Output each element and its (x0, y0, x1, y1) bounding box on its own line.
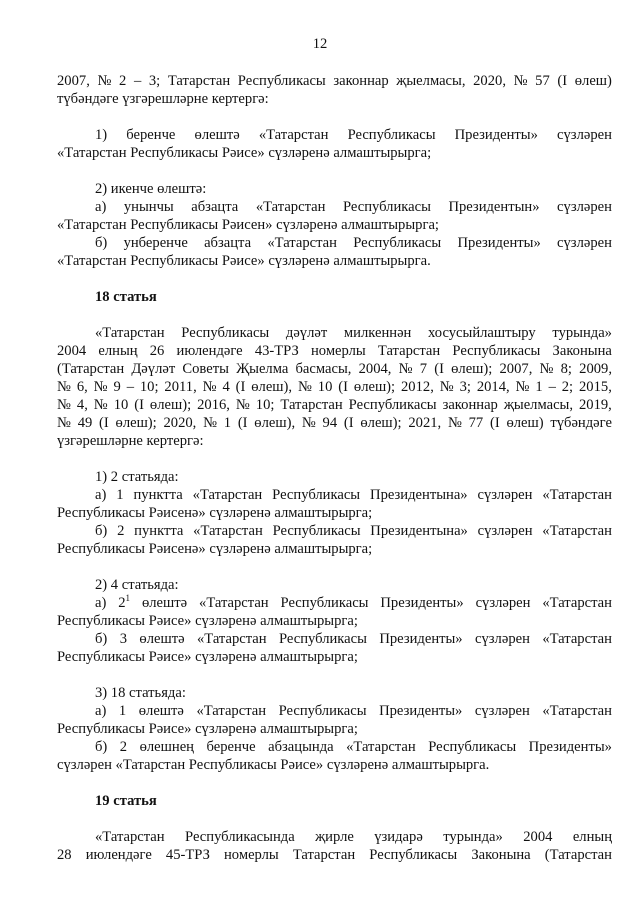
word: Республикасы (280, 595, 369, 611)
word: беренче (126, 127, 176, 143)
word: Республикасы (369, 847, 458, 863)
text-line: «Татарстан Республикасы Рәисен» сүзләренә алмаштырырга; (57, 217, 439, 233)
word: 2 (119, 73, 127, 89)
text-line: Республикасы Рәисенә» сүзләренә алмаштырырга; (57, 541, 373, 557)
word: № (515, 379, 530, 395)
word: сүзләрен (475, 631, 530, 647)
word: № (202, 379, 217, 395)
word: (Татарстан (544, 847, 612, 863)
word: 2020, (163, 415, 197, 431)
word: № (57, 415, 71, 431)
word: турында» (552, 325, 612, 341)
word: (Татарстан (57, 361, 125, 377)
word: – (126, 379, 134, 395)
word: Республикасында (185, 829, 295, 845)
word: (I (338, 379, 348, 395)
superscript: 1 (125, 593, 131, 604)
word: «Татарстан (542, 523, 612, 539)
word: беренче (206, 739, 256, 755)
word: 49 (77, 415, 93, 431)
word: 2019, (578, 397, 612, 413)
word: «Татарстан (95, 829, 165, 845)
word: унынчы (123, 199, 174, 215)
word: июлендәге (176, 343, 243, 359)
word: 4 (222, 379, 230, 395)
word: өлештә (141, 595, 188, 611)
word: Президентын» (448, 199, 540, 215)
word: 10 (113, 397, 129, 413)
word: елның (98, 343, 138, 359)
word: 28 (57, 847, 72, 863)
word: 2007, (499, 361, 533, 377)
word: Законына (552, 343, 612, 359)
article-heading: 18 статья (95, 289, 157, 305)
word: (I (235, 379, 246, 395)
word: милкеннән (343, 325, 412, 341)
word: «Татарстан (542, 487, 612, 503)
text-line (95, 702, 612, 720)
word: җыелмасы, (396, 73, 466, 89)
word: № (235, 397, 250, 413)
word: 10; (139, 379, 159, 395)
word: 2014, (476, 379, 510, 395)
word: «Татарстан (192, 487, 263, 503)
word: өлеш) (506, 415, 544, 431)
word: 8; (560, 361, 572, 377)
word: номерлы (224, 847, 279, 863)
word: 2011, (164, 379, 197, 395)
word: 10 (317, 379, 333, 395)
word: түбәндәге (550, 415, 612, 431)
word: пунктта (134, 523, 184, 539)
text-line: 1) 2 статьяда: (95, 469, 179, 485)
word: № (539, 361, 554, 377)
text-line (95, 126, 612, 144)
word: а) (95, 703, 107, 719)
word: 43-ТРЗ (254, 343, 299, 359)
text-line (95, 828, 612, 846)
text-line: Республикасы Рәисе» сүзләренә алмаштырырга; (57, 721, 358, 737)
word: а) (95, 487, 107, 503)
word: Республикасы (272, 523, 361, 539)
word: а) (95, 595, 107, 611)
word: Республикасы (237, 73, 326, 89)
text-line: Республикасы Рәисенә» сүзләренә алмаштырырга; (57, 505, 373, 521)
word: 1 (223, 415, 232, 431)
word: дәүләт (285, 325, 328, 341)
word: б) (95, 631, 108, 647)
word: № (301, 415, 316, 431)
text-line (95, 738, 612, 756)
text-line (57, 396, 612, 414)
text-line (95, 198, 612, 216)
word: Татарстан (167, 73, 231, 89)
word: № (57, 397, 71, 413)
word: өлеш); (360, 415, 402, 431)
word: 2009, (579, 361, 612, 377)
word: Президенты» (457, 235, 541, 251)
word: Президенты» (380, 595, 464, 611)
word: елның (572, 829, 612, 845)
word: б) (95, 523, 108, 539)
word: сүзләрен (475, 595, 531, 611)
word: «Татарстан (267, 235, 337, 251)
word: № (297, 379, 312, 395)
word: 2 (117, 523, 125, 539)
word: җыелмасы, (503, 397, 574, 413)
word: Дәүләт (131, 361, 176, 377)
word: № (203, 415, 218, 431)
text-line: 2) 4 статьяда: (95, 577, 179, 593)
word: җирле (315, 829, 354, 845)
word: 77 (468, 415, 484, 431)
word: Республикасы (452, 343, 541, 359)
word: (I (434, 361, 444, 377)
word: Республикасы (342, 199, 431, 215)
text-line: Республикасы Рәисе» сүзләренә алмаштырырга; (57, 613, 358, 629)
word: (I (134, 397, 144, 413)
word: Республикасы (181, 325, 270, 341)
word: 3; (459, 379, 471, 395)
word: Республикасы (347, 127, 436, 143)
word: Президенты» (379, 631, 463, 647)
word: абзацта (204, 235, 252, 251)
word: (I (343, 415, 354, 431)
word: Президентына» (370, 487, 468, 503)
word: – (133, 73, 142, 89)
word: № (93, 379, 108, 395)
word: сүзләрен (474, 703, 530, 719)
word: 2004 (523, 829, 553, 845)
word: № (447, 415, 462, 431)
page-number: 12 (312, 36, 328, 52)
word: Республикасы (278, 703, 367, 719)
word: «Татарстан (542, 631, 612, 647)
word: – (548, 379, 556, 395)
word: Советы (182, 361, 229, 377)
word: «Татарстан (193, 523, 263, 539)
word: сүзләрен (477, 487, 533, 503)
text-line (57, 846, 612, 864)
word: 10; (255, 397, 275, 413)
word: № (93, 397, 108, 413)
word: 2012, (401, 379, 434, 395)
word: «Татарстан (196, 703, 267, 719)
word: 2015, (579, 379, 612, 395)
word: өлеш); (451, 361, 493, 377)
text-line (95, 630, 612, 648)
word: № (57, 379, 71, 395)
word: июлендәге (85, 847, 152, 863)
word: 94 (322, 415, 338, 431)
word: «Татарстан (199, 595, 269, 611)
text-line (95, 594, 612, 612)
word: № (439, 379, 454, 395)
word: сүзләрен (557, 199, 612, 215)
text-line: 3) 18 статьяда: (95, 685, 186, 701)
word: 2 (119, 739, 128, 755)
word: законнар (442, 397, 498, 413)
word: «Татарстан (95, 325, 165, 341)
text-line: «Татарстан Республикасы Рәисе» сүзләренә алмаштырырга; (57, 145, 432, 161)
word: № (513, 73, 528, 89)
word: № (97, 73, 112, 89)
word: 57 (535, 73, 550, 89)
word: Республикасы (353, 235, 442, 251)
word: 6, (76, 379, 88, 395)
text-line (57, 342, 612, 360)
word: үзидарә (374, 829, 423, 845)
word: 1 (535, 379, 543, 395)
word: өлештә (138, 703, 184, 719)
text-line (95, 486, 612, 504)
word: абзацында (268, 739, 334, 755)
text-line (95, 234, 612, 252)
word: 3; (148, 73, 161, 89)
word: сүзләрен (557, 235, 612, 251)
word: Президентына» (370, 523, 468, 539)
word: 45-ТРЗ (165, 847, 210, 863)
word: 26 (149, 343, 165, 359)
text-line (95, 324, 612, 342)
word: өлеш); (353, 379, 396, 395)
word: Республикасы (278, 631, 367, 647)
word: унберенче (123, 235, 188, 251)
word: Татарстан (377, 343, 441, 359)
article-heading: 19 статья (95, 793, 157, 809)
word: өлешнең (139, 739, 194, 755)
text-line (57, 72, 612, 90)
text-line: сүзләрен «Татарстан Республикасы Рәисе» сүзләренә алмаштырырга. (57, 757, 490, 773)
word: пунктта (133, 487, 183, 503)
word: 9 (113, 379, 121, 395)
text-line (57, 360, 612, 378)
text-line: 2) икенче өлештә: (95, 181, 207, 197)
text-line: «Татарстан Республикасы Рәисе» сүзләренә алмаштырырга. (57, 253, 431, 269)
word: 2021, (408, 415, 442, 431)
word: Татарстан (280, 397, 343, 413)
word: 2; (561, 379, 574, 395)
word: 2007, (57, 73, 90, 89)
word: 4, (76, 397, 88, 413)
word: басмасы, (295, 361, 352, 377)
word: законнар (333, 73, 389, 89)
word: өлеш) (574, 73, 612, 89)
word: (I (237, 415, 248, 431)
text-line: Республикасы Рәисе» сүзләренә алмаштырырга; (57, 649, 358, 665)
word: Татарстан (292, 847, 356, 863)
word: Президенты» (454, 127, 538, 143)
word: 2020, (473, 73, 506, 89)
word: (I (489, 415, 500, 431)
text-line (57, 414, 612, 432)
word: 1 (116, 487, 124, 503)
word: «Татарстан (196, 631, 267, 647)
word: № (398, 361, 413, 377)
word: өлеш); (149, 397, 192, 413)
word: б) (95, 235, 108, 251)
word: өлеш), (251, 379, 293, 395)
word: 1) (95, 127, 108, 143)
word: Президенты» (379, 703, 463, 719)
word: сүзләрен (477, 523, 533, 539)
word: 1 (118, 703, 127, 719)
word: а) (95, 199, 107, 215)
word: өлештә (194, 127, 240, 143)
word: номерлы (310, 343, 366, 359)
word: 2016, (197, 397, 230, 413)
text-line (57, 378, 612, 396)
word: «Татарстан (542, 595, 612, 611)
text-line: түбәндәге үзгәрешләрне кертергә: (57, 91, 269, 107)
word: Республикасы (348, 397, 437, 413)
word: сүзләрен (557, 127, 612, 143)
word: өлеш), (254, 415, 296, 431)
word: абзацта (191, 199, 239, 215)
text-line (95, 522, 612, 540)
word: б) (95, 739, 108, 755)
word: хосусыйлаштыру (428, 325, 536, 341)
word: өлеш); (115, 415, 157, 431)
word: «Татарстан (346, 739, 416, 755)
word: «Татарстан (542, 703, 612, 719)
word: (I (557, 73, 568, 89)
word: 3 (119, 631, 127, 647)
text-line: үзгәрешләрне кертергә: (57, 433, 204, 449)
word: «Татарстан (255, 199, 326, 215)
word: 2004 (57, 343, 87, 359)
word: Җыелма (236, 361, 289, 377)
word: Республикасы (272, 487, 361, 503)
word: $2^1$ (118, 593, 131, 611)
word: Президенты» (528, 739, 612, 755)
word: (I (99, 415, 109, 431)
word: 7 (419, 361, 428, 377)
word: турында» (443, 829, 503, 845)
word: «Татарстан (258, 127, 329, 143)
word: 2004, (358, 361, 392, 377)
word: Законына (471, 847, 531, 863)
word: өлештә (139, 631, 185, 647)
word: Республикасы (428, 739, 517, 755)
